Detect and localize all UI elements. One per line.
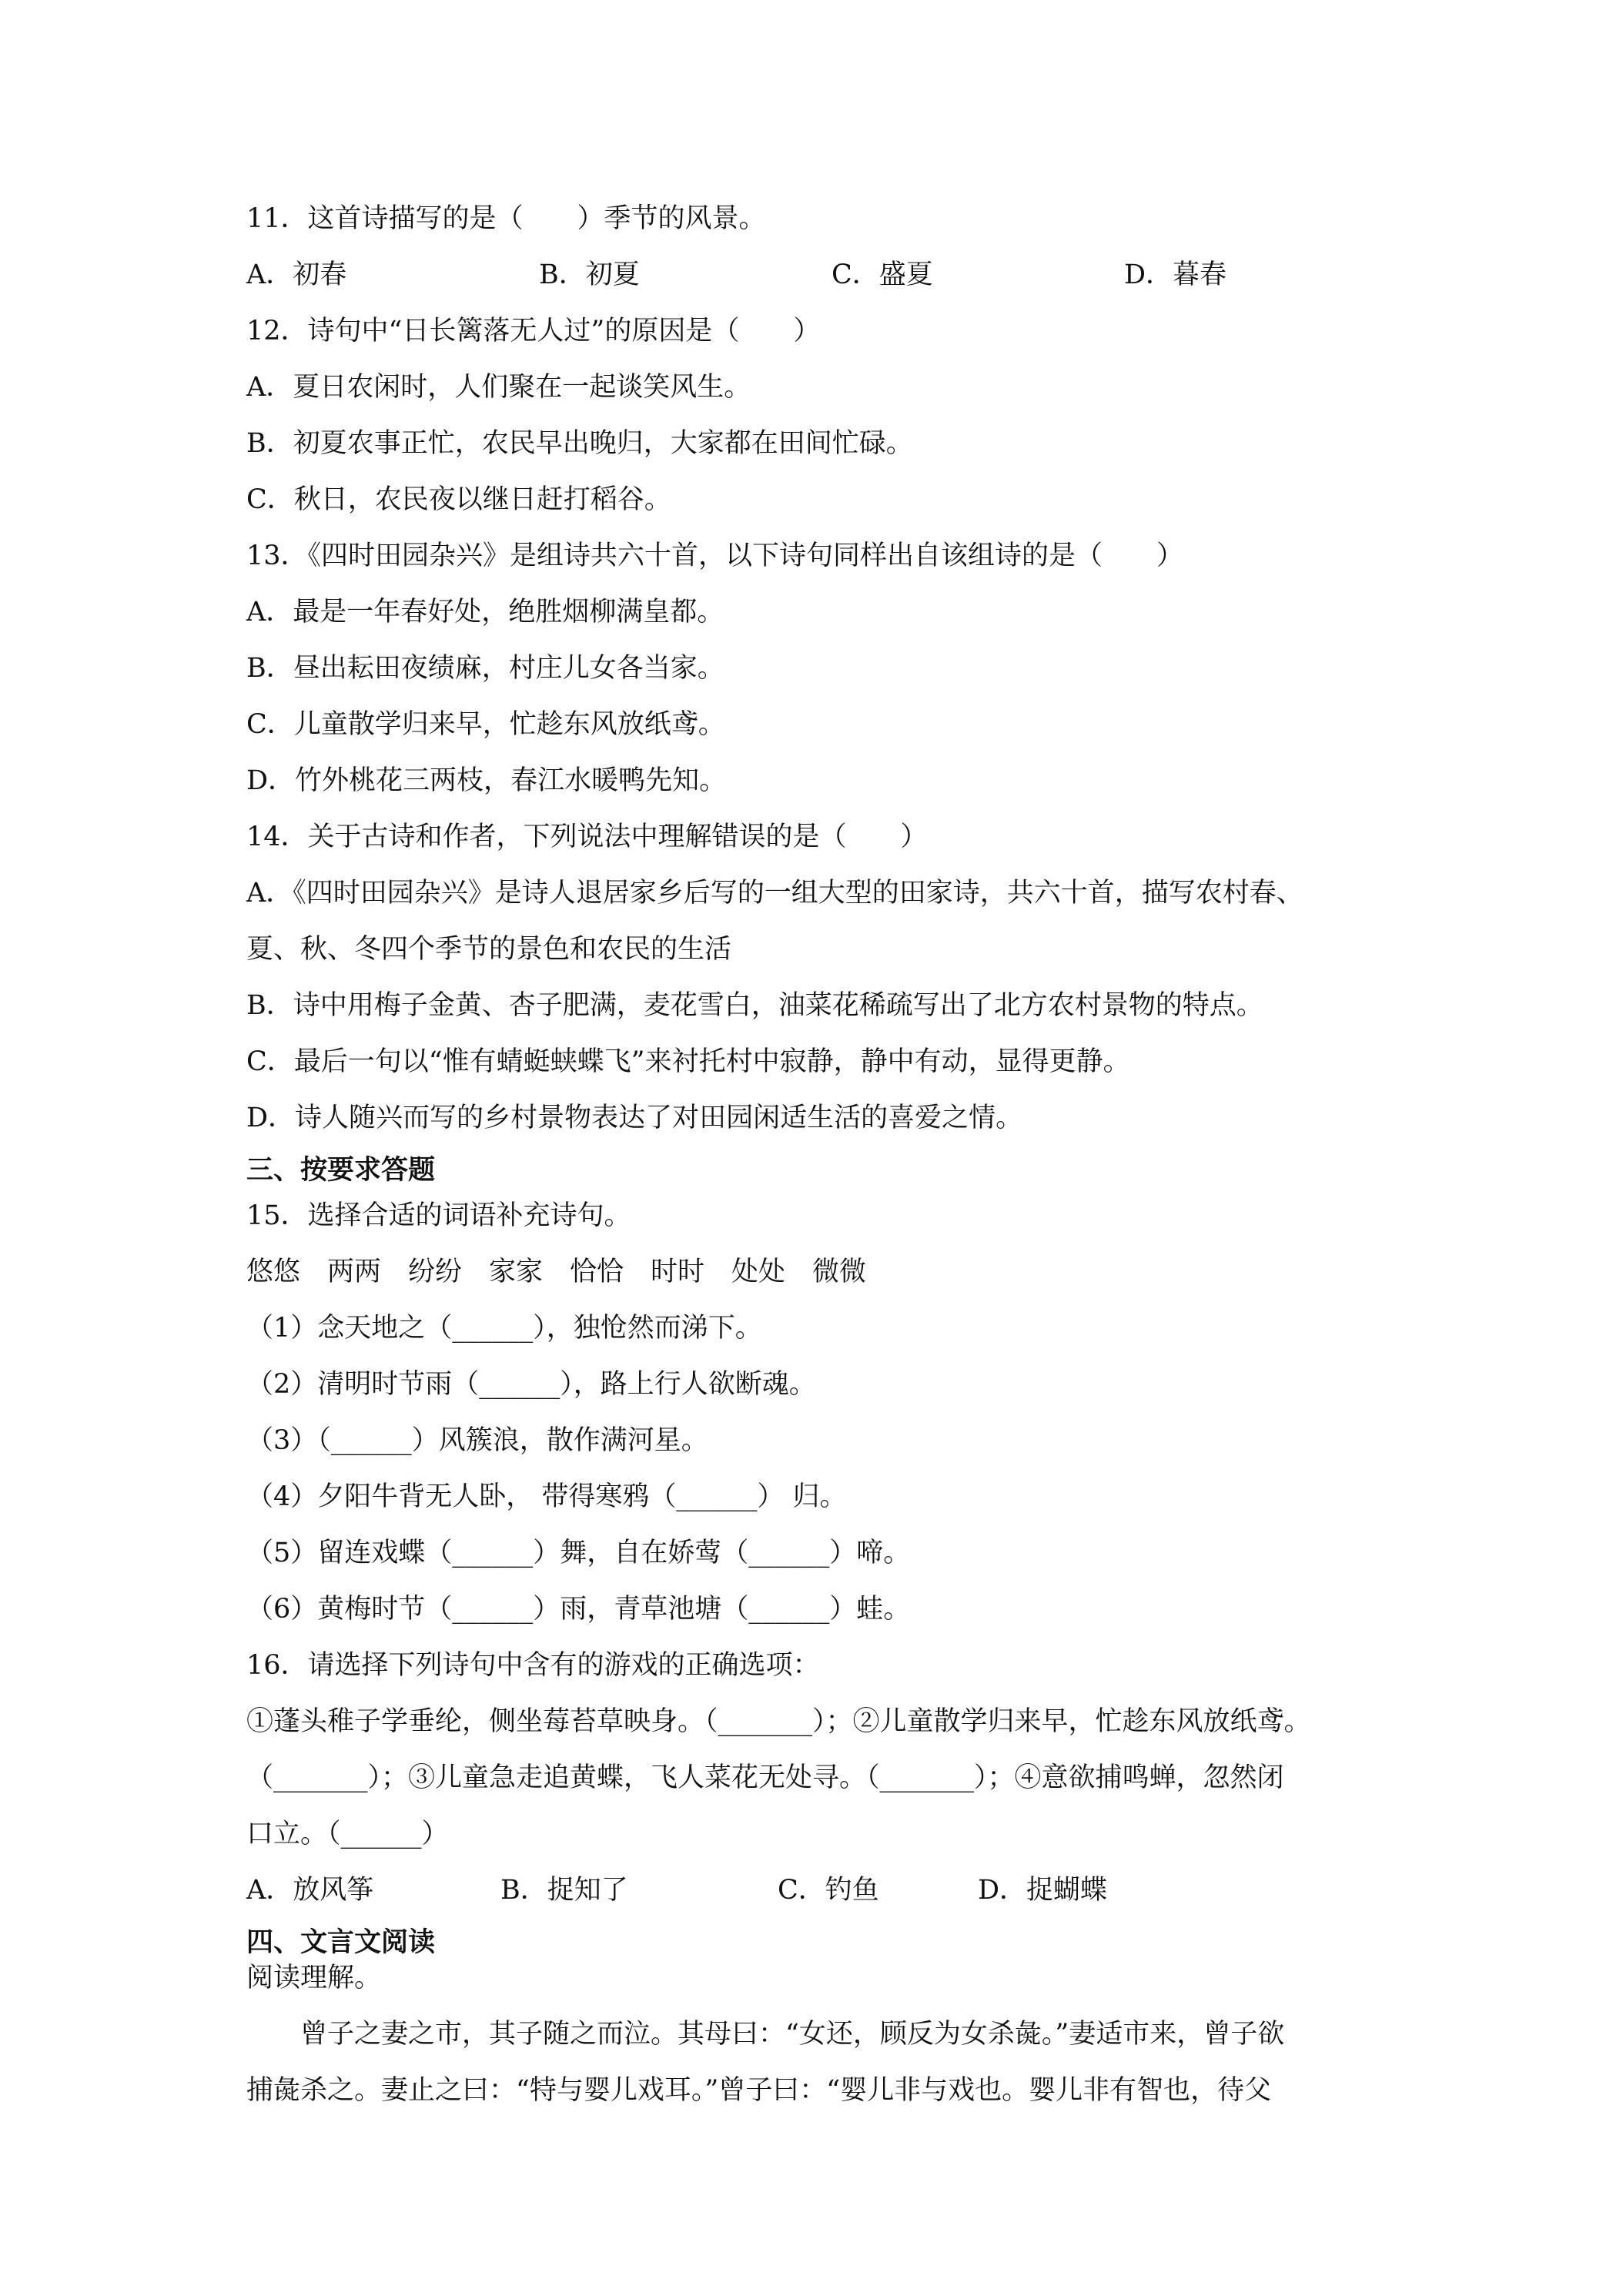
q15-item-5: （5）留连戏蝶（______）舞，自在娇莺（______）啼。: [246, 1538, 911, 1568]
q13-option-c: C．儿童散学归来早，忙趁东风放纸鸢。: [246, 709, 725, 740]
q16-option-a: A．放风筝: [246, 1875, 374, 1906]
q15-item-2: （2）清明时节雨（______），路上行人欲断魂。: [246, 1369, 816, 1400]
reading-intro: 阅读理解。: [246, 1963, 382, 1993]
q15-item-6: （6）黄梅时节（______）雨，青草池塘（______）蛙。: [246, 1594, 911, 1625]
q16-option-b: B．捉知了: [500, 1875, 628, 1906]
q14-option-a-continued: 夏、秋、冬四个季节的景色和农民的生活: [246, 934, 732, 965]
q16-option-d: D．捉蝴蝶: [978, 1875, 1108, 1906]
q14-stem: 14．关于古诗和作者，下列说法中理解错误的是（ ）: [246, 822, 928, 852]
q13-option-b: B．昼出耘田夜绩麻，村庄儿女各当家。: [246, 653, 724, 684]
q15-word-bank: 悠悠 两两 纷纷 家家 恰恰 时时 处处 微微: [246, 1257, 867, 1287]
q13-option-a: A．最是一年春好处，绝胜烟柳满皇都。: [246, 597, 724, 628]
q12-option-c: C．秋日，农民夜以继日赶打稻谷。: [246, 484, 671, 515]
q11-options: [246, 247, 1392, 303]
q11-stem: 11．这首诗描写的是（ ）季节的风景。: [246, 203, 766, 234]
q16-body-line-3: 口立。（______）: [246, 1819, 449, 1849]
q11-option-d: D．暮春: [1124, 259, 1227, 290]
q13-stem: 13．《四时田园杂兴》是组诗共六十首，以下诗句同样出自该组诗的是（ ）: [246, 541, 1184, 571]
q14-option-a: A．《四时田园杂兴》是诗人退居家乡后写的一组大型的田家诗，共六十首，描写农村春、: [246, 878, 1303, 909]
section-4-heading: 四、文言文阅读: [246, 1926, 436, 1958]
q11-option-c: C．盛夏: [832, 259, 933, 290]
q12-option-b: B．初夏农事正忙，农民早出晚归，大家都在田间忙碌。: [246, 428, 913, 459]
passage-line-1: 曾子之妻之市，其子随之而泣。其母曰：“女还，顾反为女杀彘。”妻适市来，曾子欲: [300, 2019, 1285, 2050]
q15-item-1: （1）念天地之（______），独怆然而涕下。: [246, 1313, 762, 1344]
q15-item-4: （4）夕阳牛背无人卧， 带得寒鸦（______） 归。: [246, 1481, 847, 1512]
q16-body-line-1: ①蓬头稚子学垂纶，侧坐莓苔草映身。（_______）；②儿童散学归来早，忙趁东风放纸鸢。: [246, 1706, 1311, 1737]
q14-option-b: B．诗中用梅子金黄、杏子肥满，麦花雪白，油菜花稀疏写出了北方农村景物的特点。: [246, 990, 1263, 1021]
q13-option-d: D．竹外桃花三两枝，春江水暖鸭先知。: [246, 765, 727, 796]
q14-option-d: D．诗人随兴而写的乡村景物表达了对田园闲适生活的喜爱之情。: [246, 1103, 1023, 1133]
q14-option-c: C．最后一句以“惟有蜻蜓蛱蝶飞”来衬托村中寂静，静中有动，显得更静。: [246, 1046, 1130, 1077]
section-3-heading: 三、按要求答题: [246, 1154, 436, 1186]
q12-stem: 12．诗句中“日长篱落无人过”的原因是（ ）: [246, 316, 821, 346]
q16-body-line-2: （_______）；③儿童急走追黄蝶，飞人菜花无处寻。（_______）；④意欲捕鸣蝉，忽然闭: [246, 1762, 1284, 1793]
q16-stem: 16．请选择下列诗句中含有的游戏的正确选项：: [246, 1650, 820, 1681]
q15-stem: 15．选择合适的词语补充诗句。: [246, 1200, 631, 1231]
q16-options: [246, 1863, 1392, 1919]
passage-line-2: 捕彘杀之。妻止之曰：“特与婴儿戏耳。”曾子曰：“婴儿非与戏也。婴儿非有智也，待父: [246, 2075, 1272, 2106]
q11-option-b: B．初夏: [539, 259, 640, 290]
q15-item-3: （3）（______）风簇浪，散作满河星。: [246, 1425, 708, 1456]
q12-option-a: A．夏日农闲时，人们聚在一起谈笑风生。: [246, 372, 751, 403]
q16-option-c: C．钓鱼: [778, 1875, 879, 1906]
q11-option-a: A．初春: [246, 259, 347, 290]
